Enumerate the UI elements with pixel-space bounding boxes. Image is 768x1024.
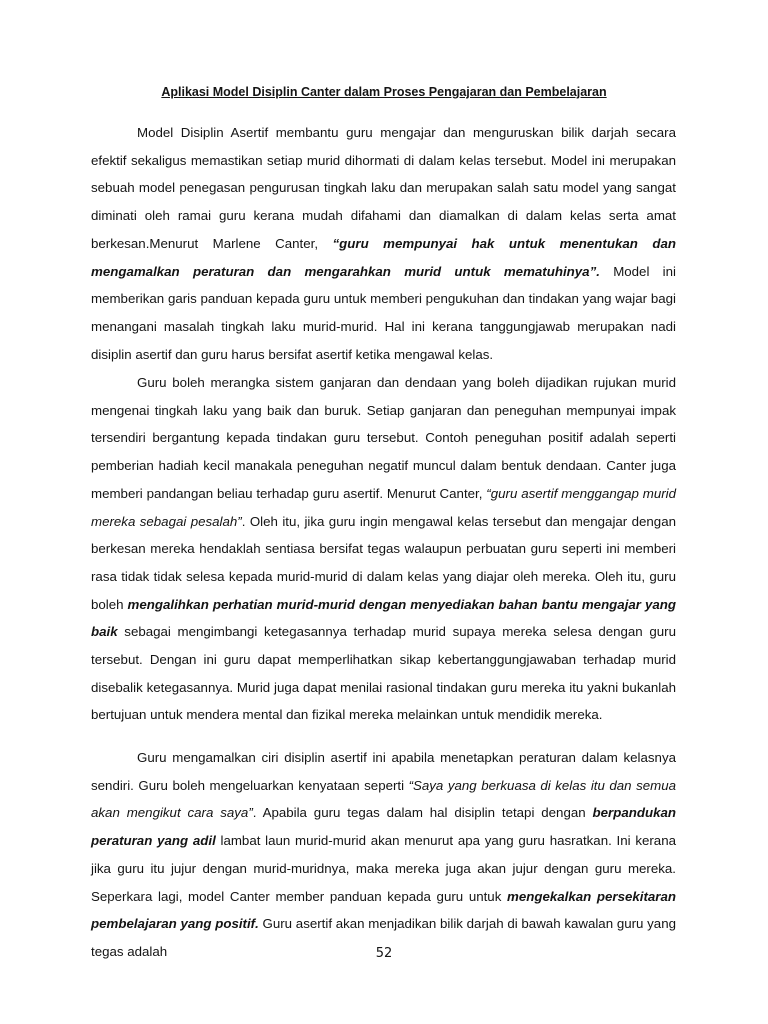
paragraph-3-quote: “Saya yang berkuasa di kelas itu dan semua akan mengikut cara saya” [91,777,676,821]
paragraph-2-text-a: Guru boleh merangka sistem ganjaran dan dendaan yang boleh dijadikan rujukan murid mengenai tingkah laku yang baik dan buruk. Setiap ganjaran dan peneguhan mempunyai impak tersendiri bergantung kepada tindakan guru tersebut. Contoh peneguhan positif adalah seperti pemberian hadiah kecil manakala peneguhan negatif muncul dalam bentuk dendaan. Canter juga memberi pandangan beliau terhadap guru asertif. Menurut Canter, [91,375,676,501]
paragraph-3-text-d: Guru asertif akan menjadikan bilik darjah di bawah kawalan guru yang tegas adalah [91,916,676,959]
paragraph-2-emphasis: mengalihkan perhatian murid-murid dengan menyediakan bahan bantu mengajar yang baik [91,596,677,640]
paragraph-3-emphasis-1: berpandukan peraturan yang adil [91,805,676,849]
paragraph-3-text-a: Guru mengamalkan ciri disiplin asertif ini apabila menetapkan peraturan dalam kelasnya sendiri. Guru boleh mengeluarkan kenyataan seperti [91,750,676,793]
page-number: 52 [375,946,393,961]
paragraph-2-text-b: . Oleh itu, jika guru ingin mengawal kelas tersebut dan mengajar dengan berkesan mereka hendaklah sentiasa bersifat tegas walaupun perbuatan guru seperti ini memberi rasa tidak tidak selesa kepada murid-murid di dalam kelas yang diajar oleh mereka. Oleh itu, guru boleh [91,513,676,612]
paragraph-3-emphasis-2: mengekalkan persekitaran pembelajaran yang positif. [91,888,676,932]
paragraph-3-text-c: lambat laun murid-murid akan menurut apa yang guru hasratkan. Ini kerana jika guru itu jujur dengan murid-muridnya, maka mereka juga akan jujur dengan guru mereka. Seperkara lagi, model Canter member panduan kepada guru untuk [91,833,676,904]
document-title: Aplikasi Model Disiplin Canter dalam Proses Pengajaran dan Pembelajaran [161,85,607,99]
paragraph-2-quote: “guru asertif menggangap murid mereka sebagai pesalah” [91,485,677,529]
paragraph-1-text-b: Model ini memberikan garis panduan kepada guru untuk memberi pengukuhan dan tindakan yang wajar bagi menangani masalah tingkah laku murid-murid. Hal ini kerana tanggungjawab merupakan nadi disiplin asertif dan guru harus bersifat asertif ketika mengawal kelas. [91,263,676,362]
paragraph-2 [91,369,676,729]
paragraph-1-text-a: Model Disiplin Asertif membantu guru mengajar dan menguruskan bilik darjah secara efektif sekaligus memastikan setiap murid dihormati di dalam kelas tersebut. Model ini merupakan sebuah model penegasan pengurusan tingkah laku dan merupakan salah satu model yang sangat diminati oleh ramai guru kerana mudah difahami dan diamalkan di dalam kelas serta amat berkesan.Menurut Marlene Canter, [91,125,676,251]
paragraph-3 [91,744,676,966]
paragraph-1-quote: “guru mempunyai hak untuk menentukan dan mengamalkan peraturan dan mengarahkan murid untuk mematuhinya”. [91,235,676,279]
paragraph-3-text-b: . Apabila guru tegas dalam hal disiplin tetapi dengan [252,805,593,821]
paragraph-1 [91,119,676,368]
paragraph-2-text-c: sebagai mengimbangi ketegasannya terhadap murid supaya mereka selesa dengan guru tersebut. Dengan ini guru dapat memperlihatkan sikap kebertanggungjawaban terhadap murid disebalik ketegasannya. Murid juga dapat menilai rasional tindakan guru mereka itu yakni bukanlah bertujuan untuk mendera mental dan fizikal mereka melainkan untuk mendidik mereka. [91,624,676,723]
